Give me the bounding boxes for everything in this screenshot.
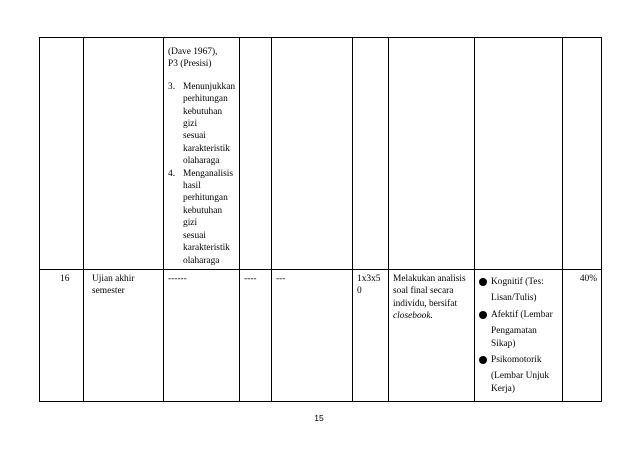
rps-table	[39, 37, 602, 402]
table-row-continued	[40, 38, 602, 270]
bullet-icon	[479, 278, 487, 286]
assessment-item: Afektif (Lembar Pengamatan Sikap)	[479, 309, 558, 350]
indikator-list	[168, 81, 235, 267]
indikator-item-3: 3. Menunjukkan perhitungan kebutuhan gizi sesuai karakteristik olaharaga	[168, 81, 236, 167]
indikator-item-4: 4. Menganalisis hasil perhitungan kebutuhan gizi sesuai karakteristik olaharaga	[168, 168, 233, 266]
page-number: 15	[314, 413, 324, 423]
indikator-text: ------	[168, 273, 187, 284]
col5-text: ---	[276, 273, 286, 284]
bullet-icon	[479, 356, 487, 364]
col4-text: ----	[244, 273, 257, 284]
week-number: 16	[60, 273, 70, 284]
week-cell	[40, 38, 84, 270]
table-row-16	[40, 269, 602, 401]
topic-text: Ujian akhir semester	[92, 273, 135, 297]
learning-activity: Melakukan analisis soal final secara individu, bersifat closebook.	[393, 273, 466, 322]
indikator-intro-line: P3 (Presisi)	[168, 59, 212, 70]
time-allocation: 1x3x5 0	[357, 273, 381, 297]
indikator-intro-line: (Dave 1967),	[168, 47, 218, 57]
topic-cell	[84, 38, 164, 270]
weight-percent: 40%	[579, 273, 597, 284]
assessment-item: Kognitif (Tes: Lisan/Tulis)	[479, 276, 558, 305]
assessment-list	[479, 276, 558, 395]
assessment-item: Psikomotorik (Lembar Unjuk Kerja)	[479, 354, 558, 395]
indikator-cell	[164, 38, 240, 270]
activity-italic: closebook.	[393, 311, 433, 322]
bullet-icon	[479, 311, 487, 319]
